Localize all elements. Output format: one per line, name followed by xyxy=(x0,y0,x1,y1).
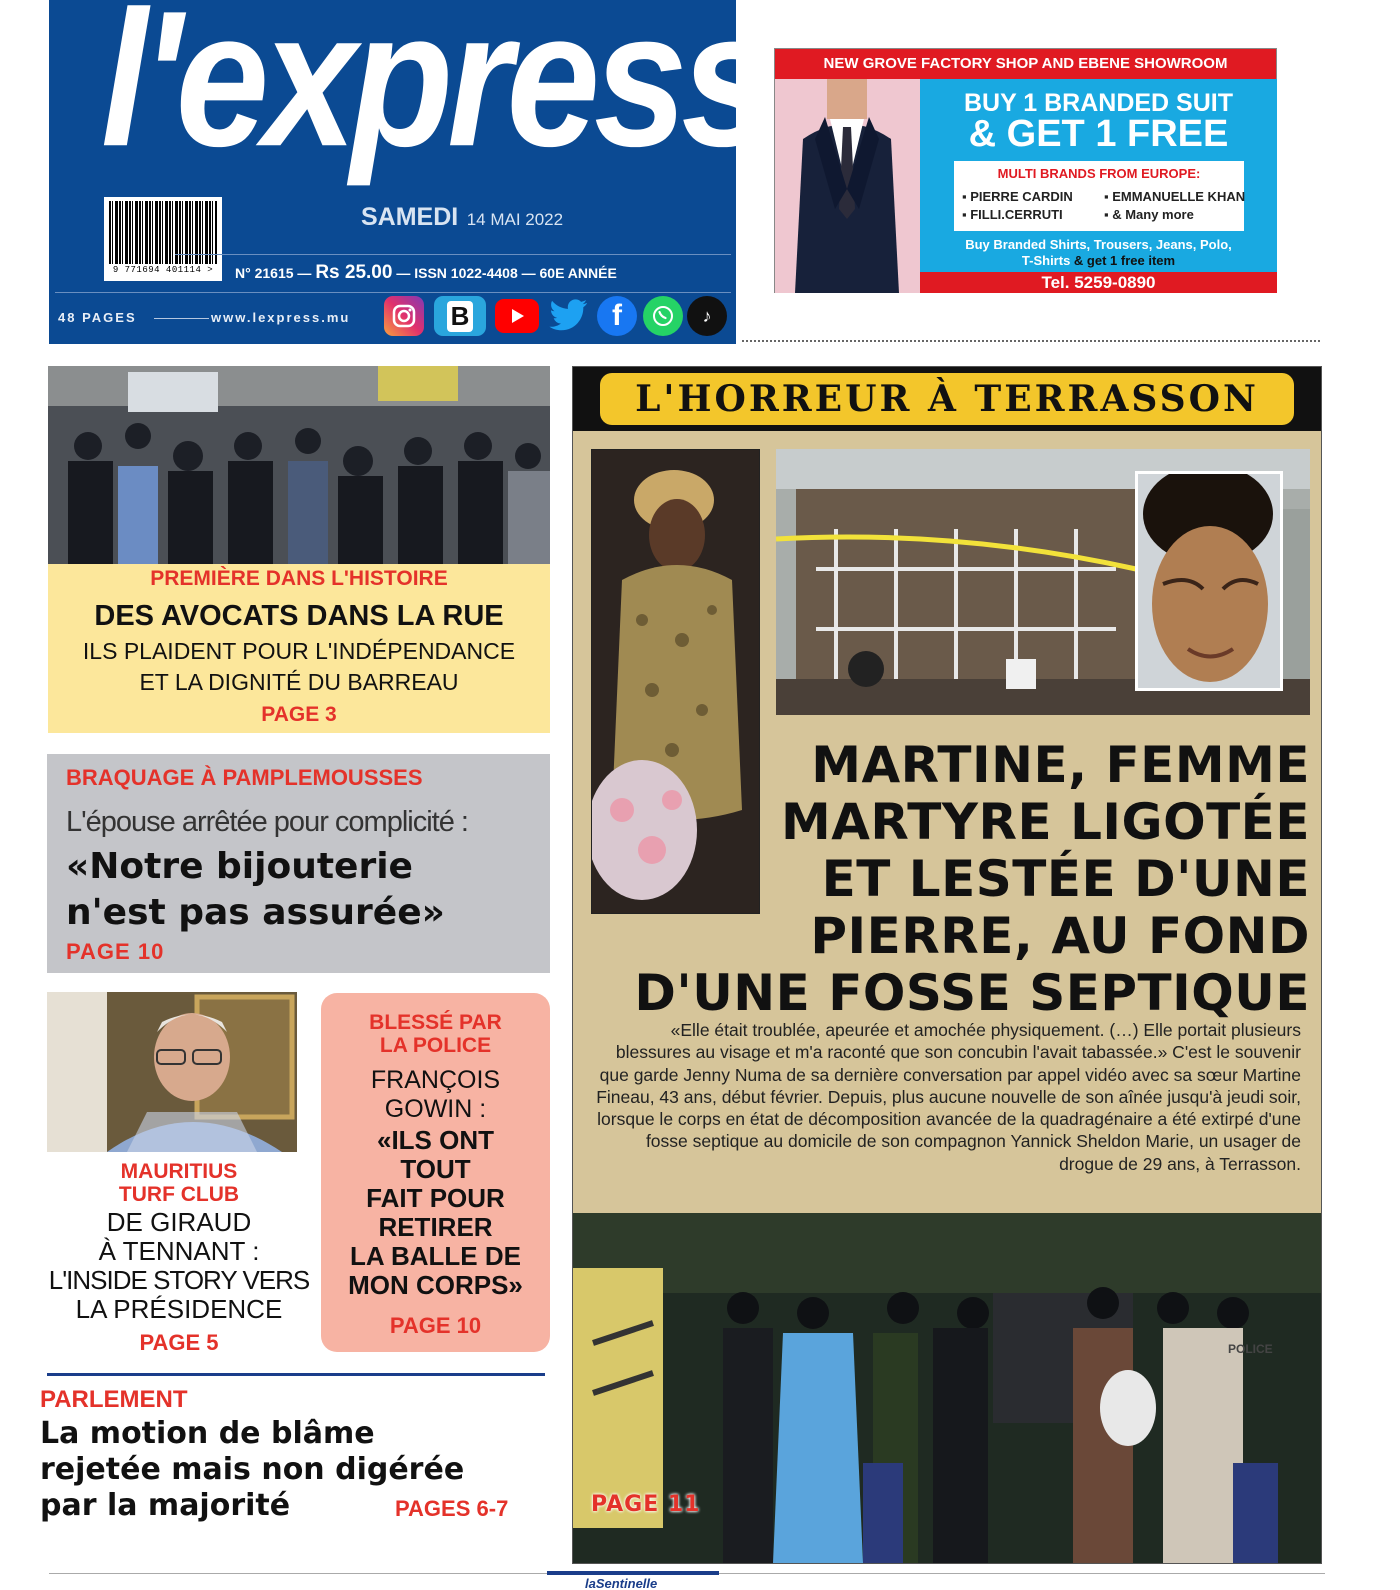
story-kicker: LA POLICE xyxy=(379,1034,492,1057)
story-quote: «ILS ONT xyxy=(376,1125,494,1155)
main-headline-line: ET LESTÉE D'UNE xyxy=(821,850,1310,908)
story-subheadline: ILS PLAIDENT POUR L'INDÉPENDANCE xyxy=(82,638,516,664)
issue-day: SAMEDI xyxy=(361,203,459,231)
ad-brand: ▪ PIERRE CARDIN xyxy=(962,189,1073,204)
main-headline xyxy=(633,737,1310,1022)
main-story-banner xyxy=(573,367,1321,431)
story-quote: TOUT xyxy=(400,1154,471,1184)
page-reference[interactable]: PAGE 10 xyxy=(389,1313,482,1338)
ad-footer-free: & get 1 free item xyxy=(1070,253,1176,268)
whatsapp-icon[interactable] xyxy=(643,296,683,336)
tiktok-icon[interactable]: ♪ xyxy=(687,296,727,336)
main-headline-line: D'UNE FOSSE SEPTIQUE xyxy=(634,964,1310,1022)
story-quote: MON CORPS» xyxy=(348,1270,523,1300)
ad-footer-tshirts: T-Shirts xyxy=(1021,253,1071,268)
story-lawyers[interactable] xyxy=(48,564,550,733)
story-name: GOWIN : xyxy=(384,1095,487,1123)
ad-top-line: NEW GROVE FACTORY SHOP AND EBENE SHOWROOM xyxy=(775,49,1276,79)
newspaper-logo: l'express xyxy=(101,0,769,187)
story-gowin[interactable] xyxy=(321,993,550,1352)
lawyers-march-photo xyxy=(48,366,550,564)
story-kicker: BRAQUAGE À PAMPLEMOUSSES xyxy=(66,765,423,790)
page-reference[interactable]: PAGE 11 xyxy=(591,1492,701,1517)
ad-brand: ▪ EMMANUELLE KHAN xyxy=(1104,189,1246,204)
story-robbery[interactable] xyxy=(47,754,550,973)
story-headline: DES AVOCATS DANS LA RUE xyxy=(94,600,504,632)
ad-footer-line: Buy Branded Shirts, Trousers, Jeans, Polo, xyxy=(965,237,1232,252)
ad-headline-2: & GET 1 FREE xyxy=(968,113,1229,155)
ad-offer-panel xyxy=(920,79,1277,272)
story-name: FRANÇOIS xyxy=(370,1066,501,1094)
issue-number: N° 21615 — xyxy=(235,265,312,281)
story-quote: n'est pas assurée» xyxy=(66,892,445,933)
ad-phone[interactable]: Tel. 5259-0890 xyxy=(920,272,1277,293)
masthead-divider xyxy=(175,254,731,255)
issue-info xyxy=(235,262,617,284)
advertisement[interactable] xyxy=(774,48,1277,293)
page-reference[interactable]: PAGE 10 xyxy=(66,939,165,964)
masthead xyxy=(49,0,769,344)
story-quote: «Notre bijouterie xyxy=(66,846,413,887)
issue-date-text: 14 MAI 2022 xyxy=(466,210,564,229)
turf-club-photo xyxy=(47,992,297,1152)
page-reference[interactable]: PAGES 6-7 xyxy=(395,1496,509,1521)
issue-date xyxy=(361,203,563,232)
issue-year: 60E ANNÉE xyxy=(539,265,617,281)
issue-price: Rs 25.00 xyxy=(315,262,393,283)
dotted-divider xyxy=(742,340,1320,342)
story-intro: L'épouse arrêtée pour complicité : xyxy=(66,806,468,838)
main-body-text: «Elle était troublée, apeurée et amochée physiquement. (…) Elle portait plusieurs blessures au visage et m'a raconté que son concubin l'avait tabassée.» C'est le souvenir que garde Jenny Numa de sa dernière conversation par appel vidéo avec sa sœur Martine Fineau, 43 ans, début février. Depuis, plus aucune nouvelle de son aînée jusqu'à jeudi soir, lorsque le corps en état de décomposition avancée de la quadragénaire a été extirpé d'une fosse septique au domicile de son compagnon Yannick Sheldon Marie, un usager de drogue de 29 ans, à Terrasson. xyxy=(596,1020,1301,1174)
page-reference[interactable]: PAGE 3 xyxy=(261,703,337,726)
ad-brands-heading: MULTI BRANDS FROM EUROPE: xyxy=(997,166,1201,181)
ad-headline-1: BUY 1 BRANDED SUIT xyxy=(963,89,1234,117)
website-link[interactable]: www.lexpress.mu xyxy=(211,310,351,325)
story-headline: LA PRÉSIDENCE xyxy=(75,1294,283,1324)
blogs-icon[interactable]: B xyxy=(434,296,486,336)
suit-image xyxy=(775,79,920,293)
story-subheadline: ET LA DIGNITÉ DU BARREAU xyxy=(139,669,459,695)
main-story-banner-title: L'HORREUR À TERRASSON xyxy=(600,373,1294,425)
story-quote: RETIRER xyxy=(378,1212,493,1242)
main-headline-line: MARTINE, FEMME xyxy=(811,736,1310,794)
youtube-icon[interactable] xyxy=(495,299,539,333)
main-story[interactable] xyxy=(572,366,1322,1564)
story-parliament[interactable] xyxy=(40,1382,550,1552)
issn: — ISSN 1022-4408 — xyxy=(396,265,536,281)
story-kicker: MAURITIUS xyxy=(120,1160,238,1183)
main-headline-line: PIERRE, AU FOND xyxy=(810,907,1310,965)
ad-footer xyxy=(920,237,1277,269)
masthead-separator xyxy=(154,318,209,319)
ad-brand: ▪ FILLI.CERRUTI xyxy=(962,207,1063,222)
facebook-icon[interactable]: f xyxy=(597,296,637,336)
police-shirt-label: POLICE xyxy=(1228,1342,1273,1356)
story-headline: À TENNANT : xyxy=(98,1236,260,1266)
story-kicker: TURF CLUB xyxy=(118,1183,240,1206)
story-quote: FAIT POUR xyxy=(366,1183,505,1213)
twitter-icon[interactable] xyxy=(549,296,589,336)
masthead-bottom-divider xyxy=(55,292,731,293)
barcode-number: 9 771694 401114 > xyxy=(112,265,214,275)
page-count: 48 PAGES xyxy=(58,310,137,325)
story-headline: DE GIRAUD xyxy=(106,1207,252,1237)
story-headline: par la majorité xyxy=(40,1488,291,1523)
story-kicker: PREMIÈRE DANS L'HISTOIRE xyxy=(150,567,448,590)
story-kicker: BLESSÉ PAR xyxy=(369,1011,502,1034)
story-headline: rejetée mais non digérée xyxy=(40,1452,465,1487)
story-kicker: PARLEMENT xyxy=(40,1386,188,1413)
story-headline: L'INSIDE STORY VERS xyxy=(48,1265,310,1295)
main-headline-line: MARTYRE LIGOTÉE xyxy=(780,793,1310,851)
section-divider xyxy=(47,1373,545,1376)
story-turf-club[interactable] xyxy=(47,1160,311,1360)
story-quote: LA BALLE DE xyxy=(350,1241,521,1271)
barcode xyxy=(104,197,222,281)
publisher-logo: laSentinelle xyxy=(585,1576,658,1590)
story-headline: La motion de blâme xyxy=(40,1416,375,1451)
suspect-photo xyxy=(1135,471,1283,691)
ad-brands-box xyxy=(954,161,1244,231)
ad-brand: ▪ & Many more xyxy=(1104,207,1194,222)
page-reference[interactable]: PAGE 5 xyxy=(139,1330,219,1355)
footer-accent xyxy=(547,1571,719,1575)
instagram-icon[interactable] xyxy=(384,296,424,336)
